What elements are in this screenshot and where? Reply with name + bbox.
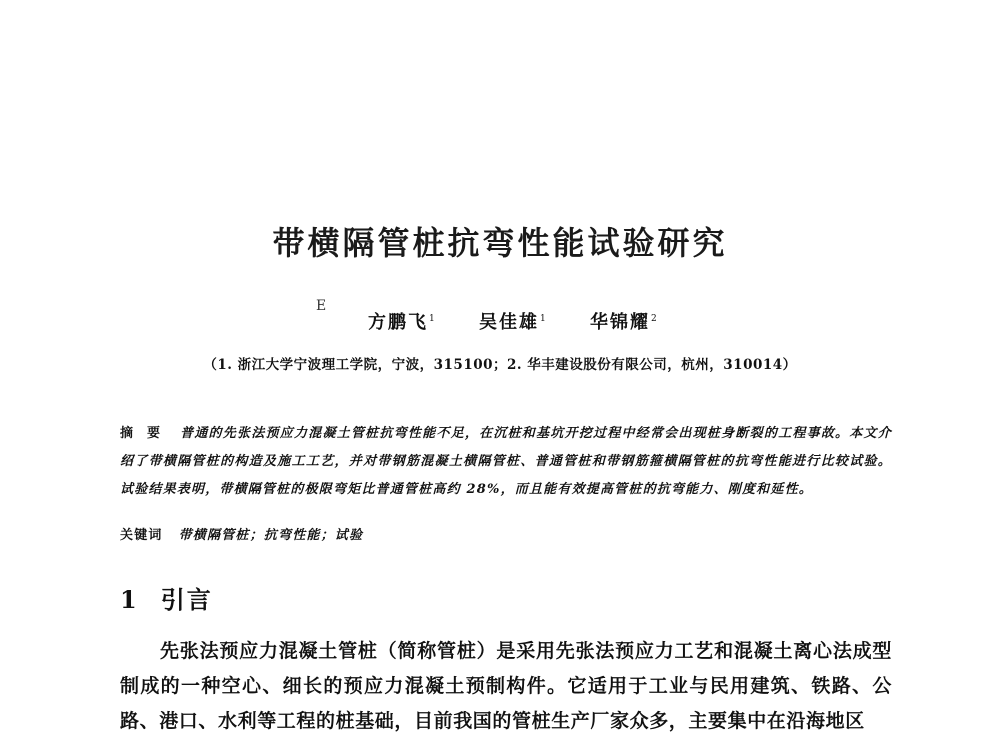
author-1 (368, 312, 437, 333)
keywords-label: 关键词 (120, 528, 163, 543)
body-paragraph: 先张法预应力混凝土管桩（简称管桩）是采用先张法预应力工艺和混凝土离心法成型制成的一种空心、细长的预应力混凝土预制构件。它适用于工业与民用建筑、铁路、公路、港口、水利等工程的桩基础，目前我国的管桩生产厂家众多，主要集中在沿海地区 (120, 640, 892, 732)
abstract-label: 摘要 (120, 426, 175, 441)
author-2-name: 吴佳雄 (479, 312, 540, 333)
keywords (120, 524, 892, 543)
author-2 (479, 312, 548, 333)
section-heading (120, 580, 213, 615)
keywords-text: 带横隔管桩；抗弯性能；试验 (178, 528, 364, 543)
author-2-affiliation-mark: 1 (540, 314, 548, 324)
abstract (120, 420, 892, 504)
author-3-name: 华锦耀 (590, 312, 651, 333)
section-title: 引言 (160, 586, 213, 614)
author-1-name: 方鹏飞 (368, 312, 428, 333)
author-3-affiliation-mark: 2 (651, 314, 659, 324)
author-list (368, 308, 693, 334)
author-1-affiliation-mark: 1 (429, 314, 437, 324)
author-affiliation: （1. 浙江大学宁波理工学院，宁波，315100；2. 华丰建设股份有限公司，杭州，310014） (203, 357, 797, 373)
author-3 (590, 312, 659, 333)
abstract-text: 普通的先张法预应力混凝土管桩抗弯性能不足，在沉桩和基坑开挖过程中经常会出现桩身断裂的工程事故。本文介绍了带横隔管桩的构造及施工工艺，并对带钢筋混凝土横隔管桩、普通管桩和带钢筋箍横隔管桩的抗弯性能进行比较试验。试验结果表明，带横隔管桩的极限弯矩比普通管桩高约 28%，而且能有效提高管桩的抗弯能力、刚度和延性。 (120, 426, 892, 497)
section-number: 1 (120, 585, 139, 614)
paper-title: 带横隔管桩抗弯性能试验研究 (272, 224, 728, 262)
stray-scan-mark: E (316, 298, 327, 314)
